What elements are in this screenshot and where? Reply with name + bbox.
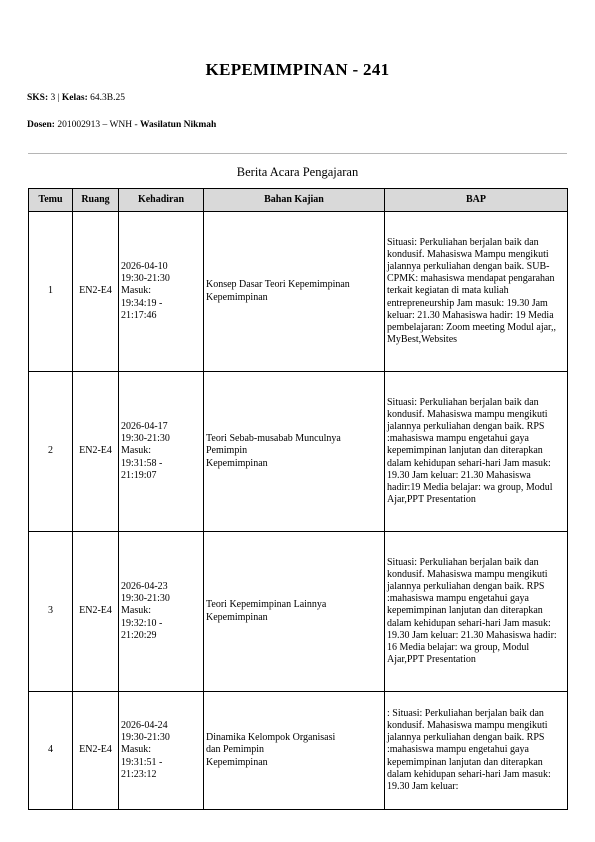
bap-table [28, 188, 568, 810]
bahan-kajian-cell [204, 532, 385, 692]
course-meta-line: SKS: 3 | Kelas: 64.3B.25 [27, 93, 125, 103]
bahan-kajian-cell [204, 212, 385, 372]
checkin-time: 19:34:19 - [121, 297, 163, 309]
masuk-label: Masuk: [121, 445, 151, 457]
temu-cell: 4 [29, 692, 73, 810]
date-text: 2026-04-23 [121, 580, 168, 592]
bap-cell: : Situasi: Perkuliahan berjalan baik dan kondusif. Mahasiswa mampu mengikuti jalannya perkuliahan dengan baik. RPS :mahasiswa mampu engetahui gaya kepemimpinan lanjutan dan diterapkan dalam kehidupan sehari-hari Jam masuk: 19.30 Jam keluar: [385, 692, 568, 810]
checkout-time: 21:23:12 [121, 768, 157, 780]
table-row [29, 532, 568, 692]
bahan-text: Dinamika Kelompok Organisasi [206, 732, 336, 744]
table-row [29, 212, 568, 372]
bahan-text: Kepemimpinan [206, 457, 268, 469]
masuk-label: Masuk: [121, 744, 151, 756]
bahan-text: Pemimpin [206, 445, 248, 457]
checkin-time: 19:32:10 - [121, 617, 163, 629]
dosen-name: Wasilatun Nikmah [140, 120, 217, 130]
bahan-text: Teori Sebab-musabab Munculnya [206, 433, 341, 445]
sks-label: SKS: [27, 93, 49, 103]
temu-cell: 1 [29, 212, 73, 372]
bap-cell: Situasi: Perkuliahan berjalan baik dan kondusif. Mahasiswa mampu mengikuti jalannya perkuliahan dengan baik. RPS :mahasiswa mampu engetahui gaya kepemimpinan lanjutan dan diterapkan dalam kehidupan sehari-hari Jam masuk: 19.30 Jam keluar: 21.30 Mahasiswa hadir:19 Media belajar: wa group, Modul Ajar,PPT Presentation [385, 372, 568, 532]
bap-cell: Situasi: Perkuliahan berjalan baik dan kondusif. Mahasiswa mampu mengikuti jalannya perkuliahan dengan baik. RPS :mahasiswa mampu engetahui gaya kepemimpinan lanjutan dan diterapkan dalam kehidupan sehari-hari Jam masuk: 19.30 Jam keluar: 21.30 Mahasiswa hadir: 16 Media belajar: wa group, Modul Ajar,PPT Presentation [385, 532, 568, 692]
checkout-time: 21:19:07 [121, 469, 157, 481]
sks-value: 3 [50, 93, 56, 103]
column-header-ruang: Ruang [73, 189, 119, 212]
column-header-temu: Temu [29, 189, 73, 212]
dosen-value: 201002913 – WNH - [57, 120, 138, 130]
temu-cell: 2 [29, 372, 73, 532]
bahan-text: Kepemimpinan [206, 611, 268, 623]
bap-cell: Situasi: Perkuliahan berjalan baik dan kondusif. Mahasiswa Mampu mengikuti jalannya perkuliahan dengan baik. SUB-CPMK: mahasiswa mendapat pengarahan terkait kegiatan di mata kuliah entrepreneurship Jam masuk: 19.30 Jam keluar: 21.30 Mahasiswa hadir: 19 Media pembelajaran: Zoom meeting Modul ajar,, MyBest,Websites [385, 212, 568, 372]
time-text: 19:30-21:30 [121, 433, 170, 445]
kehadiran-cell [119, 532, 204, 692]
checkout-time: 21:20:29 [121, 629, 157, 641]
bahan-text: Kepemimpinan [206, 756, 268, 768]
bahan-text: Kepemimpinan [206, 291, 268, 303]
column-header-kehadiran: Kehadiran [119, 189, 204, 212]
ruang-cell: EN2-E4 [73, 532, 119, 692]
checkout-time: 21:17:46 [121, 309, 157, 321]
lecturer-meta-line [27, 120, 216, 130]
table-row [29, 692, 568, 810]
bahan-text: Teori Kepemimpinan Lainnya [206, 599, 327, 611]
bahan-text: Konsep Dasar Teori Kepemimpinan [206, 279, 350, 291]
column-header-bahan-kajian: Bahan Kajian [204, 189, 385, 212]
kehadiran-cell [119, 692, 204, 810]
section-title: Berita Acara Pengajaran [236, 165, 359, 179]
kelas-value: 64.3B.25 [90, 93, 125, 103]
date-text: 2026-04-10 [121, 260, 168, 272]
bahan-kajian-cell [204, 372, 385, 532]
time-text: 19:30-21:30 [121, 593, 170, 605]
masuk-label: Masuk: [121, 605, 151, 617]
time-text: 19:30-21:30 [121, 732, 170, 744]
time-text: 19:30-21:30 [121, 273, 170, 285]
date-text: 2026-04-24 [121, 719, 168, 731]
bahan-text: dan Pemimpin [206, 744, 265, 756]
kehadiran-cell [119, 372, 204, 532]
checkin-time: 19:31:58 - [121, 457, 163, 469]
page-title: KEPEMIMPINAN - 241 [205, 60, 390, 79]
date-text: 2026-04-17 [121, 420, 168, 432]
ruang-cell: EN2-E4 [73, 692, 119, 810]
bahan-kajian-cell [204, 692, 385, 810]
temu-cell: 3 [29, 532, 73, 692]
ruang-cell: EN2-E4 [73, 372, 119, 532]
dosen-label: Dosen: [27, 120, 55, 130]
kehadiran-cell [119, 212, 204, 372]
masuk-label: Masuk: [121, 285, 151, 297]
table-header-row [29, 189, 568, 212]
column-header-bap: BAP [385, 189, 568, 212]
table-row [29, 372, 568, 532]
checkin-time: 19:31:51 - [121, 756, 163, 768]
divider [28, 153, 567, 154]
ruang-cell: EN2-E4 [73, 212, 119, 372]
kelas-label: Kelas: [61, 93, 88, 103]
